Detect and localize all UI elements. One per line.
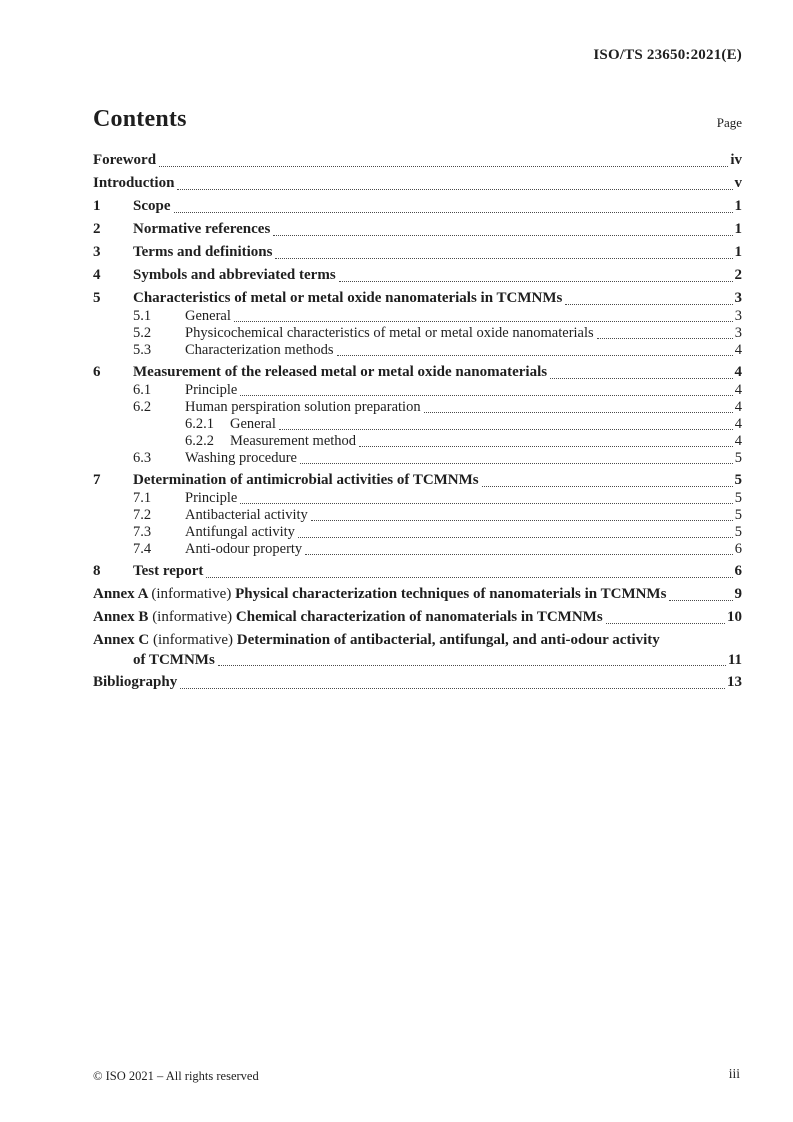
- toc-entry[interactable]: [93, 631, 742, 669]
- toc-clause-number: 6.2: [133, 399, 152, 415]
- toc-entry-label: of TCMNMs: [133, 652, 215, 668]
- toc-entry-label: Introduction: [93, 175, 175, 191]
- toc-page-number: 5: [734, 524, 742, 540]
- toc-page-number: iv: [730, 152, 742, 168]
- toc-clause-number: 7.4: [133, 541, 152, 557]
- dot-leader: [482, 486, 733, 487]
- toc-entry-label: Anti-odour property: [185, 541, 303, 557]
- toc-list: [93, 151, 742, 692]
- toc-entry[interactable]: [93, 308, 742, 325]
- dot-leader: [606, 623, 725, 624]
- dot-leader: [180, 688, 725, 689]
- toc-entry-label: Physical characterization techniques of nanomaterials in TCMNMs: [235, 586, 667, 602]
- toc-entry-label: Symbols and abbreviated terms: [133, 267, 336, 283]
- toc-entry-label: Bibliography: [93, 674, 178, 690]
- toc-page-number: 4: [734, 342, 742, 358]
- toc-page-number: 13: [727, 674, 742, 690]
- toc-entry-label: Washing procedure: [185, 450, 297, 466]
- toc-entry[interactable]: [93, 399, 742, 416]
- page-column-label: Page: [716, 115, 742, 130]
- dot-leader: [669, 600, 732, 601]
- toc-annex-prefix: Annex A: [93, 586, 152, 602]
- toc-entry[interactable]: [93, 151, 742, 170]
- toc-page-number: 11: [727, 652, 742, 668]
- toc-entry[interactable]: [93, 433, 742, 450]
- toc-page-number: 4: [734, 433, 742, 449]
- toc-entry-label: Normative references: [133, 221, 271, 237]
- toc-entry[interactable]: [93, 197, 742, 216]
- toc-entry-label: General: [185, 308, 231, 324]
- toc-entry-label: Physicochemical characteristics of metal or metal oxide nanomaterials: [185, 325, 594, 341]
- toc-page-number: 2: [734, 267, 742, 283]
- toc-entry[interactable]: [93, 289, 742, 308]
- toc-entry-label: Antibacterial activity: [185, 507, 308, 523]
- toc-page-number: 3: [734, 308, 742, 324]
- toc-page-number: 4: [734, 399, 742, 415]
- toc-entry-label: Measurement of the released metal or metal oxide nanomaterials: [133, 364, 548, 380]
- toc-clause-number: 6.3: [133, 450, 152, 466]
- dot-leader: [279, 429, 733, 430]
- toc-entry[interactable]: [93, 220, 742, 239]
- toc-clause-number: 7.2: [133, 507, 152, 523]
- toc-clause-number: 8: [93, 563, 101, 579]
- toc-annex-qualifier: (informative): [151, 586, 236, 602]
- toc-annex-prefix: Annex C: [93, 632, 154, 648]
- toc-entry[interactable]: [93, 416, 742, 433]
- toc-entry[interactable]: [93, 471, 742, 490]
- toc-entry[interactable]: [93, 266, 742, 285]
- toc-clause-number: 6.2.2: [185, 433, 214, 449]
- toc-entry-label: Determination of antimicrobial activities of TCMNMs: [133, 472, 479, 488]
- toc-entry-label: Principle: [185, 382, 238, 398]
- footer-copyright: © ISO 2021 – All rights reserved: [93, 1069, 259, 1083]
- toc-entry-label: Antifungal activity: [185, 524, 295, 540]
- dot-leader: [337, 355, 733, 356]
- toc-clause-number: 5.3: [133, 342, 152, 358]
- dot-leader: [300, 463, 733, 464]
- toc-clause-number: 7.1: [133, 490, 152, 506]
- toc-clause-number: 4: [93, 267, 101, 283]
- toc-entry-label: Foreword: [93, 152, 157, 168]
- toc-entry-continuation: [93, 652, 742, 669]
- toc-clause-number: 5.1: [133, 308, 152, 324]
- toc-entry-label: Chemical characterization of nanomaterials in TCMNMs: [235, 609, 603, 625]
- dot-leader: [424, 412, 733, 413]
- toc-clause-number: 3: [93, 244, 101, 260]
- toc-page-number: 5: [734, 507, 742, 523]
- dot-leader: [206, 577, 732, 578]
- toc-entry[interactable]: [93, 450, 742, 467]
- toc-entry-label: Determination of antibacterial, antifungal, and anti-odour activity: [236, 632, 660, 648]
- toc-page-number: 4: [734, 382, 742, 398]
- toc-entry-label: Measurement method: [230, 433, 357, 449]
- toc-entry[interactable]: [93, 243, 742, 262]
- toc-entry-title: [93, 631, 742, 650]
- toc-clause-number: 7: [93, 472, 101, 488]
- contents-title: Contents: [93, 106, 187, 132]
- dot-leader: [240, 395, 732, 396]
- toc-page-number: 6: [734, 541, 742, 557]
- toc-clause-number: 5: [93, 290, 101, 306]
- footer-page-number: iii: [728, 1066, 740, 1081]
- dot-leader: [305, 554, 733, 555]
- toc-page-number: 9: [734, 586, 742, 602]
- toc-page-number: 1: [734, 221, 742, 237]
- toc-clause-number: 1: [93, 198, 101, 214]
- toc-entry[interactable]: [93, 342, 742, 359]
- toc-clause-number: 6.1: [133, 382, 152, 398]
- toc-page-number: v: [734, 175, 742, 191]
- toc-entry[interactable]: [93, 490, 742, 507]
- document-reference: ISO/TS 23650:2021(E): [593, 47, 742, 63]
- toc-entry-label: Test report: [133, 563, 204, 579]
- toc-annex-prefix: Annex B: [93, 609, 153, 625]
- dot-leader: [174, 212, 733, 213]
- toc-clause-number: 5.2: [133, 325, 152, 341]
- toc-page-number: 5: [734, 472, 742, 488]
- toc-page-number: 1: [734, 198, 742, 214]
- dot-leader: [339, 281, 733, 282]
- dot-leader: [275, 258, 732, 259]
- toc-page-number: 5: [734, 490, 742, 506]
- dot-leader: [218, 665, 726, 666]
- toc-entry-title: [93, 608, 603, 627]
- toc-entry-label: Characteristics of metal or metal oxide nanomaterials in TCMNMs: [133, 290, 563, 306]
- dot-leader: [550, 378, 732, 379]
- toc-entry[interactable]: [93, 608, 742, 627]
- toc-clause-number: 6.2.1: [185, 416, 214, 432]
- toc-entry[interactable]: [93, 541, 742, 558]
- toc-page-number: 6: [734, 563, 742, 579]
- dot-leader: [565, 304, 732, 305]
- toc-entry-label: Scope: [133, 198, 171, 214]
- toc-page-number: 3: [734, 325, 742, 341]
- toc-annex-qualifier: (informative): [152, 609, 236, 625]
- toc-page-number: 10: [727, 609, 742, 625]
- toc-entry[interactable]: [93, 673, 742, 692]
- toc-entry[interactable]: [93, 562, 742, 581]
- toc-page-number: 5: [734, 450, 742, 466]
- toc-entry-label: Characterization methods: [185, 342, 334, 358]
- toc-clause-number: 2: [93, 221, 101, 237]
- toc-entry[interactable]: [93, 585, 742, 604]
- dot-leader: [177, 189, 732, 190]
- toc-entry[interactable]: [93, 363, 742, 382]
- toc-page-number: 1: [734, 244, 742, 260]
- toc-clause-number: 7.3: [133, 524, 152, 540]
- dot-leader: [298, 537, 733, 538]
- contents-header: [93, 106, 742, 133]
- dot-leader: [273, 235, 732, 236]
- dot-leader: [159, 166, 728, 167]
- toc-entry-label: Human perspiration solution preparation: [185, 399, 421, 415]
- toc-clause-number: 6: [93, 364, 101, 380]
- dot-leader: [240, 503, 732, 504]
- toc-entry-label: General: [230, 416, 276, 432]
- toc-page-number: 4: [734, 416, 742, 432]
- dot-leader: [597, 338, 733, 339]
- dot-leader: [311, 520, 733, 521]
- toc-entry-label: Principle: [185, 490, 238, 506]
- dot-leader: [359, 446, 733, 447]
- toc-entry-label: Terms and definitions: [133, 244, 273, 260]
- toc-annex-qualifier: (informative): [153, 632, 237, 648]
- dot-leader: [234, 321, 733, 322]
- toc-entry[interactable]: [93, 382, 742, 399]
- toc-entry[interactable]: [93, 174, 742, 193]
- toc-page-number: 3: [734, 290, 742, 306]
- toc-page-number: 4: [734, 364, 742, 380]
- toc-entry[interactable]: [93, 524, 742, 541]
- toc-entry[interactable]: [93, 325, 742, 342]
- toc-entry-title: [93, 585, 666, 604]
- toc-entry[interactable]: [93, 507, 742, 524]
